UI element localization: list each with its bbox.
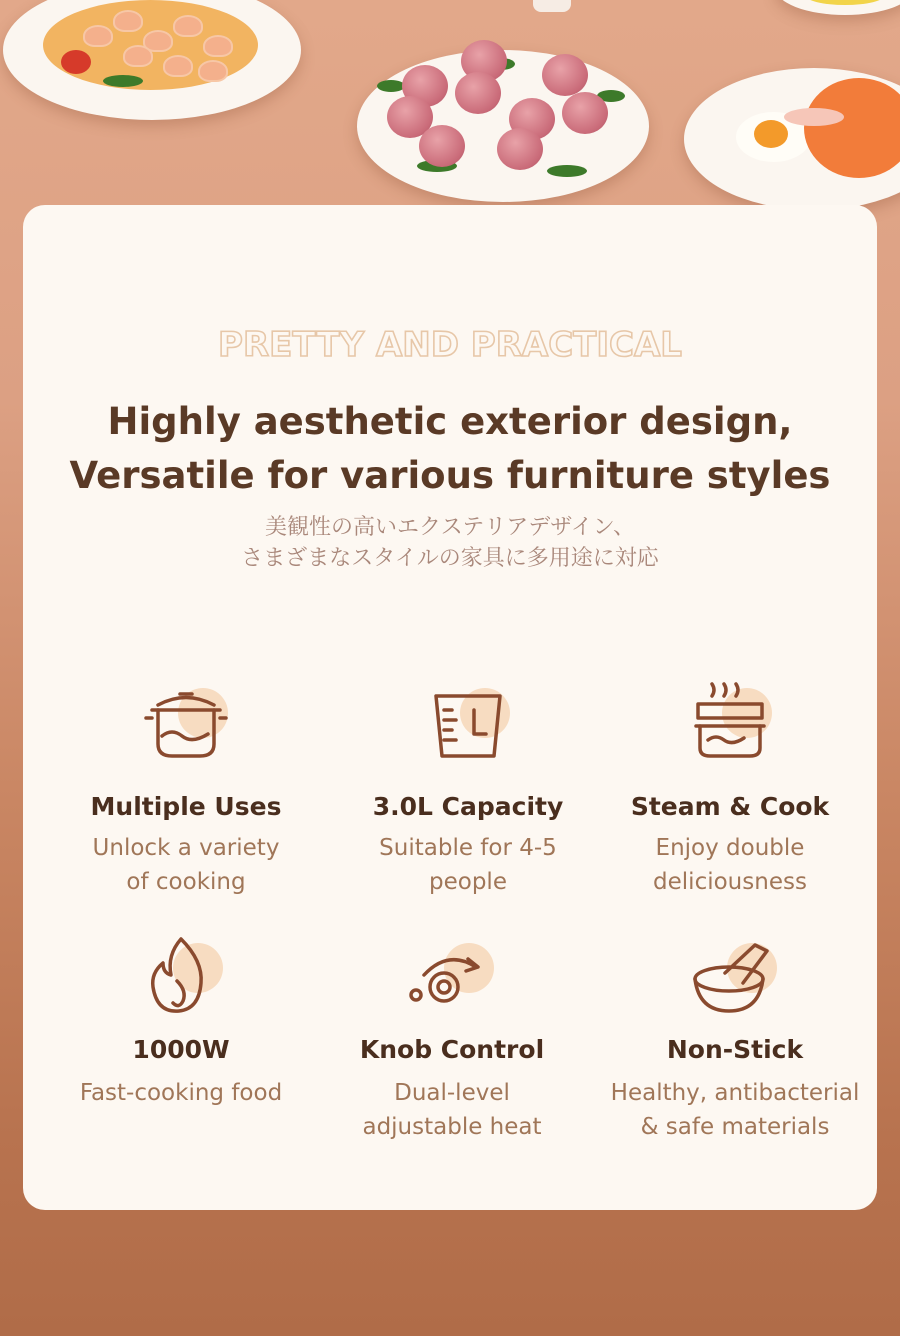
feature-title: Steam & Cook [630, 792, 830, 821]
headline-line-1: Highly aesthetic exterior design, [107, 400, 793, 443]
feature-1000w [41, 935, 321, 1110]
top-plate [775, 0, 900, 15]
feature-desc-line-2: & safe materials [640, 1114, 830, 1140]
headline-line-2: Versatile for various furniture styles [69, 454, 831, 497]
feature-card [23, 205, 877, 1210]
feature-desc-line-1: Suitable for 4-5 [379, 835, 557, 861]
feature-desc [46, 831, 326, 899]
feature-knob-control [312, 935, 592, 1144]
feature-title: 1000W [132, 1035, 230, 1064]
egg-pasta-plate [684, 68, 900, 210]
feature-desc-line-1: Unlock a variety [92, 835, 280, 861]
nonstick-pan-icon [685, 935, 785, 1025]
japanese-line-1: 美観性の高いエクステリアデザイン、 [264, 515, 636, 540]
feature-desc-line-2: people [429, 869, 507, 895]
eyebrow-title: PRETTY AND PRACTICAL [218, 325, 682, 365]
feature-desc-line-1: Enjoy double [655, 835, 805, 861]
feature-desc-line-2: adjustable heat [362, 1114, 542, 1140]
feature-desc [590, 831, 870, 899]
japanese-subtitle [23, 512, 877, 574]
feature-desc-line-2: deliciousness [653, 869, 807, 895]
feature-desc [312, 1076, 592, 1144]
pot-icon [136, 680, 236, 770]
feature-title: Knob Control [359, 1035, 545, 1064]
steamer-icon [680, 680, 780, 770]
feature-desc [41, 1076, 321, 1110]
food-photo [0, 0, 900, 230]
measuring-cup-icon [418, 680, 518, 770]
feature-desc [595, 1076, 875, 1144]
feature-capacity [328, 680, 608, 899]
feature-title: 3.0L Capacity [372, 792, 564, 821]
knob-icon [402, 935, 502, 1025]
shrimp-plate [3, 0, 301, 120]
feature-desc [328, 831, 608, 899]
japanese-line-2: さまざまなスタイルの家具に多用途に対応 [241, 546, 659, 571]
feature-multiple-uses [46, 680, 326, 899]
feature-desc-line-2: of cooking [126, 869, 246, 895]
feature-title: Non-Stick [666, 1035, 804, 1064]
feature-title: Multiple Uses [90, 792, 282, 821]
feature-desc-line-1: Fast-cooking food [79, 1080, 283, 1106]
feature-steam-cook [590, 680, 870, 899]
flame-icon [131, 935, 231, 1025]
feature-desc-line-1: Healthy, antibacterial [610, 1080, 860, 1106]
meatball-plate [357, 50, 649, 202]
feature-non-stick [595, 935, 875, 1144]
headline [23, 395, 877, 503]
feature-desc-line-1: Dual-level [394, 1080, 510, 1106]
